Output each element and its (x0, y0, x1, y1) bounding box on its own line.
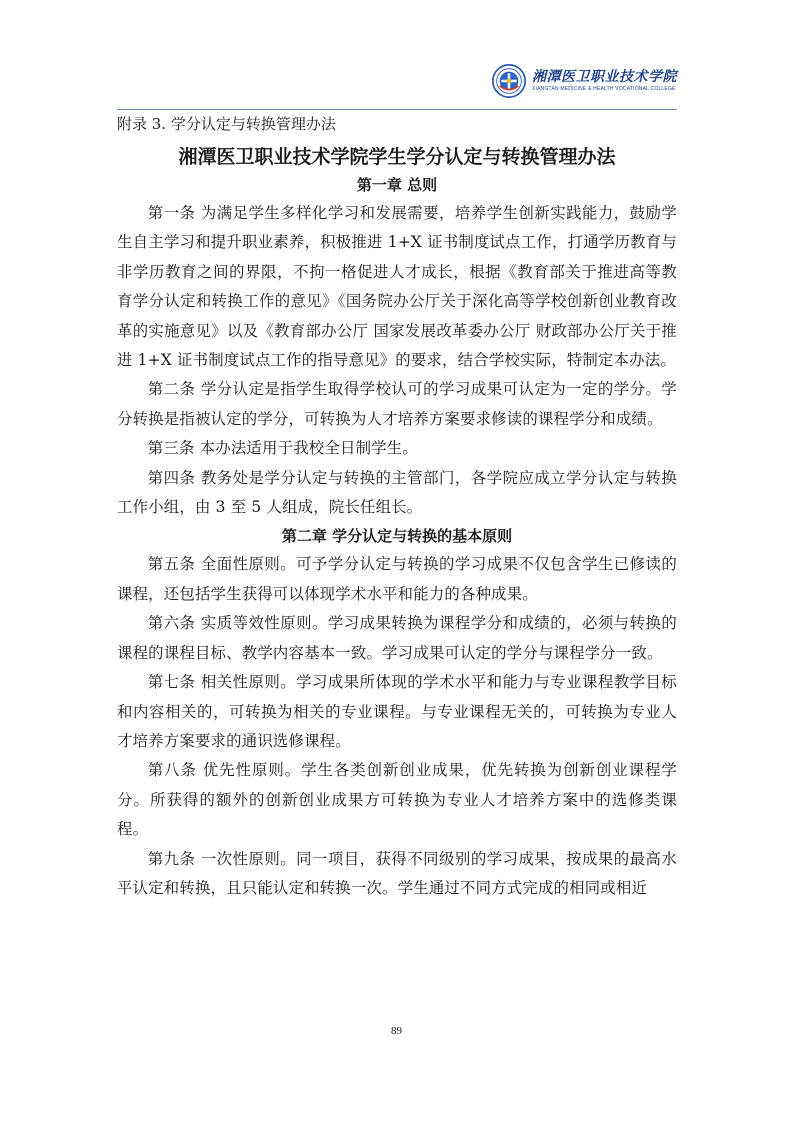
article-paragraph: 第六条 实质等效性原则。学习成果转换为课程学分和成绩的，必须与转换的课程的课程目标、教学内容基本一致。学习成果可认定的学分与课程学分一致。 (117, 614, 677, 662)
article-paragraph: 第八条 优先性原则。学生各类创新创业成果，优先转换为创新创业课程学分。所获得的额外的创新创业成果方可转换为专业人才培养方案中的选修类课程。 (117, 761, 677, 839)
article-paragraph: 第四条 教务处是学分认定与转换的主管部门，各学院应成立学分认定与转换工作小组，由 3 至 5 人组成，院长任组长。 (117, 468, 677, 517)
logo-english-name: XIANGTAN MEDICINE & HEALTH VOCATIONAL COLLEGE (532, 86, 676, 92)
document-body (117, 113, 677, 903)
chapter-heading: 第二章 学分认定与转换的基本原则 (281, 527, 513, 546)
appendix-label: 附录 3. 学分认定与转换管理办法 (117, 115, 336, 133)
article-paragraph: 第二条 学分认定是指学生取得学校认可的学习成果可认定为一定的学分。学分转换是指被认定的学分，可转换为人才培养方案要求修读的课程学分和成绩。 (117, 380, 677, 428)
article-paragraph: 第九条 一次性原则。同一项目，获得不同级别的学习成果，按成果的最高水平认定和转换，且只能认定和转换一次。学生通过不同方式完成的相同或相近 (117, 849, 677, 897)
article-paragraph: 第五条 全面性原则。可予学分认定与转换的学习成果不仅包含学生已修读的课程，还包括学生获得可以体现学术水平和能力的各种成果。 (117, 555, 677, 603)
article-paragraph: 第一条 为满足学生多样化学习和发展需要，培养学生创新实践能力，鼓励学生自主学习和提升职业素养，积极推进 1+X 证书制度试点工作，打通学历教育与非学历教育之间的界限，不拘一格促进人才成长，根据《教育部关于推进高等教育学分认定和转换工作的意见》《国务院办公厅关于深化高等学校创新创业教育改革的实施意见》以及《教育部办公厅 国家发展改革委办公厅 财政部办公厅关于推进 1+X 证书制度试点工作的指导意见》的要求，结合学校实际，特制定本办法。 (117, 204, 677, 370)
college-logo (492, 64, 677, 98)
logo-chinese-name: 湘潭医卫职业技术学院 (532, 69, 677, 85)
college-seal-icon (492, 64, 526, 98)
header-divider (117, 109, 677, 110)
article-paragraph: 第三条 本办法适用于我校全日制学生。 (147, 439, 418, 458)
page-number: 89 (391, 1025, 402, 1037)
document-title: 湘潭医卫职业技术学院学生学分认定与转换管理办法 (178, 146, 616, 168)
article-paragraph: 第七条 相关性原则。学习成果所体现的学术水平和能力与专业课程教学目标和内容相关的，可转换为相关的专业课程。与专业课程无关的，可转换为专业人才培养方案要求的通识选修课程。 (117, 673, 677, 750)
page-header (117, 58, 677, 110)
chapter-heading: 第一章 总则 (356, 176, 438, 194)
